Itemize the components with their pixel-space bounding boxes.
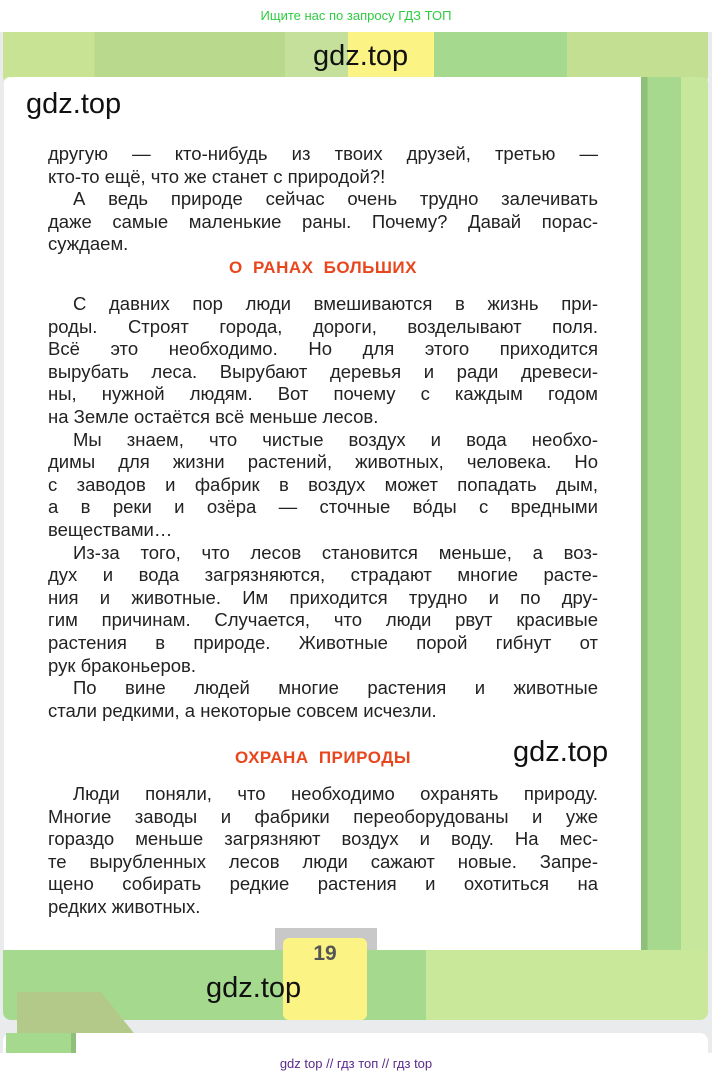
text-line: гораздо меньше загрязняют воздух и воду. На мес- bbox=[48, 828, 598, 850]
text-line: ния и животные. Им приходится трудно и по дру- bbox=[48, 586, 598, 608]
text-line: вырубать леса. Вырубают деревья и ради древеси- bbox=[48, 360, 598, 382]
text-line: с заводов и фабрик в воздух может попадать дым, bbox=[48, 473, 598, 495]
paragraph-block bbox=[48, 143, 598, 256]
text-line: Из-за того, что лесов становится меньше, а воз- bbox=[73, 541, 598, 563]
text-line: Многие заводы и фабрики переоборудованы и уже bbox=[48, 805, 598, 827]
text-line: ны, нужной людям. Вот почему с каждым годом bbox=[48, 383, 598, 405]
text-line: дух и вода загрязняются, страдают многие расте- bbox=[48, 564, 598, 586]
text-line: С давних пор люди вмешиваются в жизнь при- bbox=[73, 293, 598, 314]
text-line: суждаем. bbox=[48, 233, 129, 255]
text-line: Всё это необходимо. Но для этого приходится bbox=[48, 338, 598, 360]
page-number: 19 bbox=[313, 942, 337, 965]
watermark: gdz.top bbox=[313, 40, 409, 72]
text-line: Мы знаем, что чистые воздух и вода необхо- bbox=[73, 428, 598, 450]
text-line: редких животных. bbox=[48, 895, 201, 917]
text-line: По вине людей многие растения и животные bbox=[73, 677, 598, 699]
footer-links: gdz top // гдз топ // гдз top bbox=[0, 1053, 712, 1082]
section-heading: О РАНАХ БОЛЬШИХ bbox=[229, 258, 417, 277]
text-line: а в реки и озёра — сточные во́ды с вредными bbox=[48, 496, 598, 518]
next-page-preview bbox=[3, 1033, 708, 1053]
text-line: рук браконьеров. bbox=[48, 654, 197, 676]
text-line: даже самые маленькие раны. Почему? Давай порас- bbox=[48, 210, 598, 232]
text-line: роды. Строят города, дороги, возделывают поля. bbox=[48, 315, 598, 337]
paragraph-block bbox=[48, 783, 598, 919]
text-line: растения в природе. Животные порой гибнут от bbox=[48, 631, 598, 653]
watermark: gdz.top bbox=[513, 736, 609, 768]
section-heading: ОХРАНА ПРИРОДЫ bbox=[235, 748, 411, 767]
paragraph-block bbox=[48, 293, 598, 722]
top-banner: Ищите нас по запросу ГДЗ ТОП bbox=[0, 0, 712, 32]
watermark: gdz.top bbox=[206, 972, 302, 1004]
watermark: gdz.top bbox=[26, 88, 122, 120]
text-line: щено собирать редкие растения и охотиться на bbox=[48, 873, 598, 895]
text-line: веществами… bbox=[48, 518, 173, 540]
text-line: А ведь природе сейчас очень трудно залечивать bbox=[73, 188, 598, 210]
text-line: на Земле остаётся всё меньше лесов. bbox=[48, 405, 379, 427]
text-line: те вырубленных лесов люди сажают новые. Запре- bbox=[48, 850, 598, 872]
text-line: гим причинам. Случается, что люди рвут красивые bbox=[48, 609, 598, 631]
text-line: стали редкими, а некоторые совсем исчезли. bbox=[48, 699, 437, 721]
page-edge-decoration bbox=[641, 77, 708, 952]
text-line: кто-то ещё, что же станет с природой?! bbox=[48, 165, 386, 187]
text-line: Люди поняли, что необходимо охранять природу. bbox=[73, 783, 598, 804]
text-line: другую — кто-нибудь из твоих друзей, третью — bbox=[48, 143, 598, 164]
text-line: димы для жизни растений, животных, человека. Но bbox=[48, 451, 598, 473]
